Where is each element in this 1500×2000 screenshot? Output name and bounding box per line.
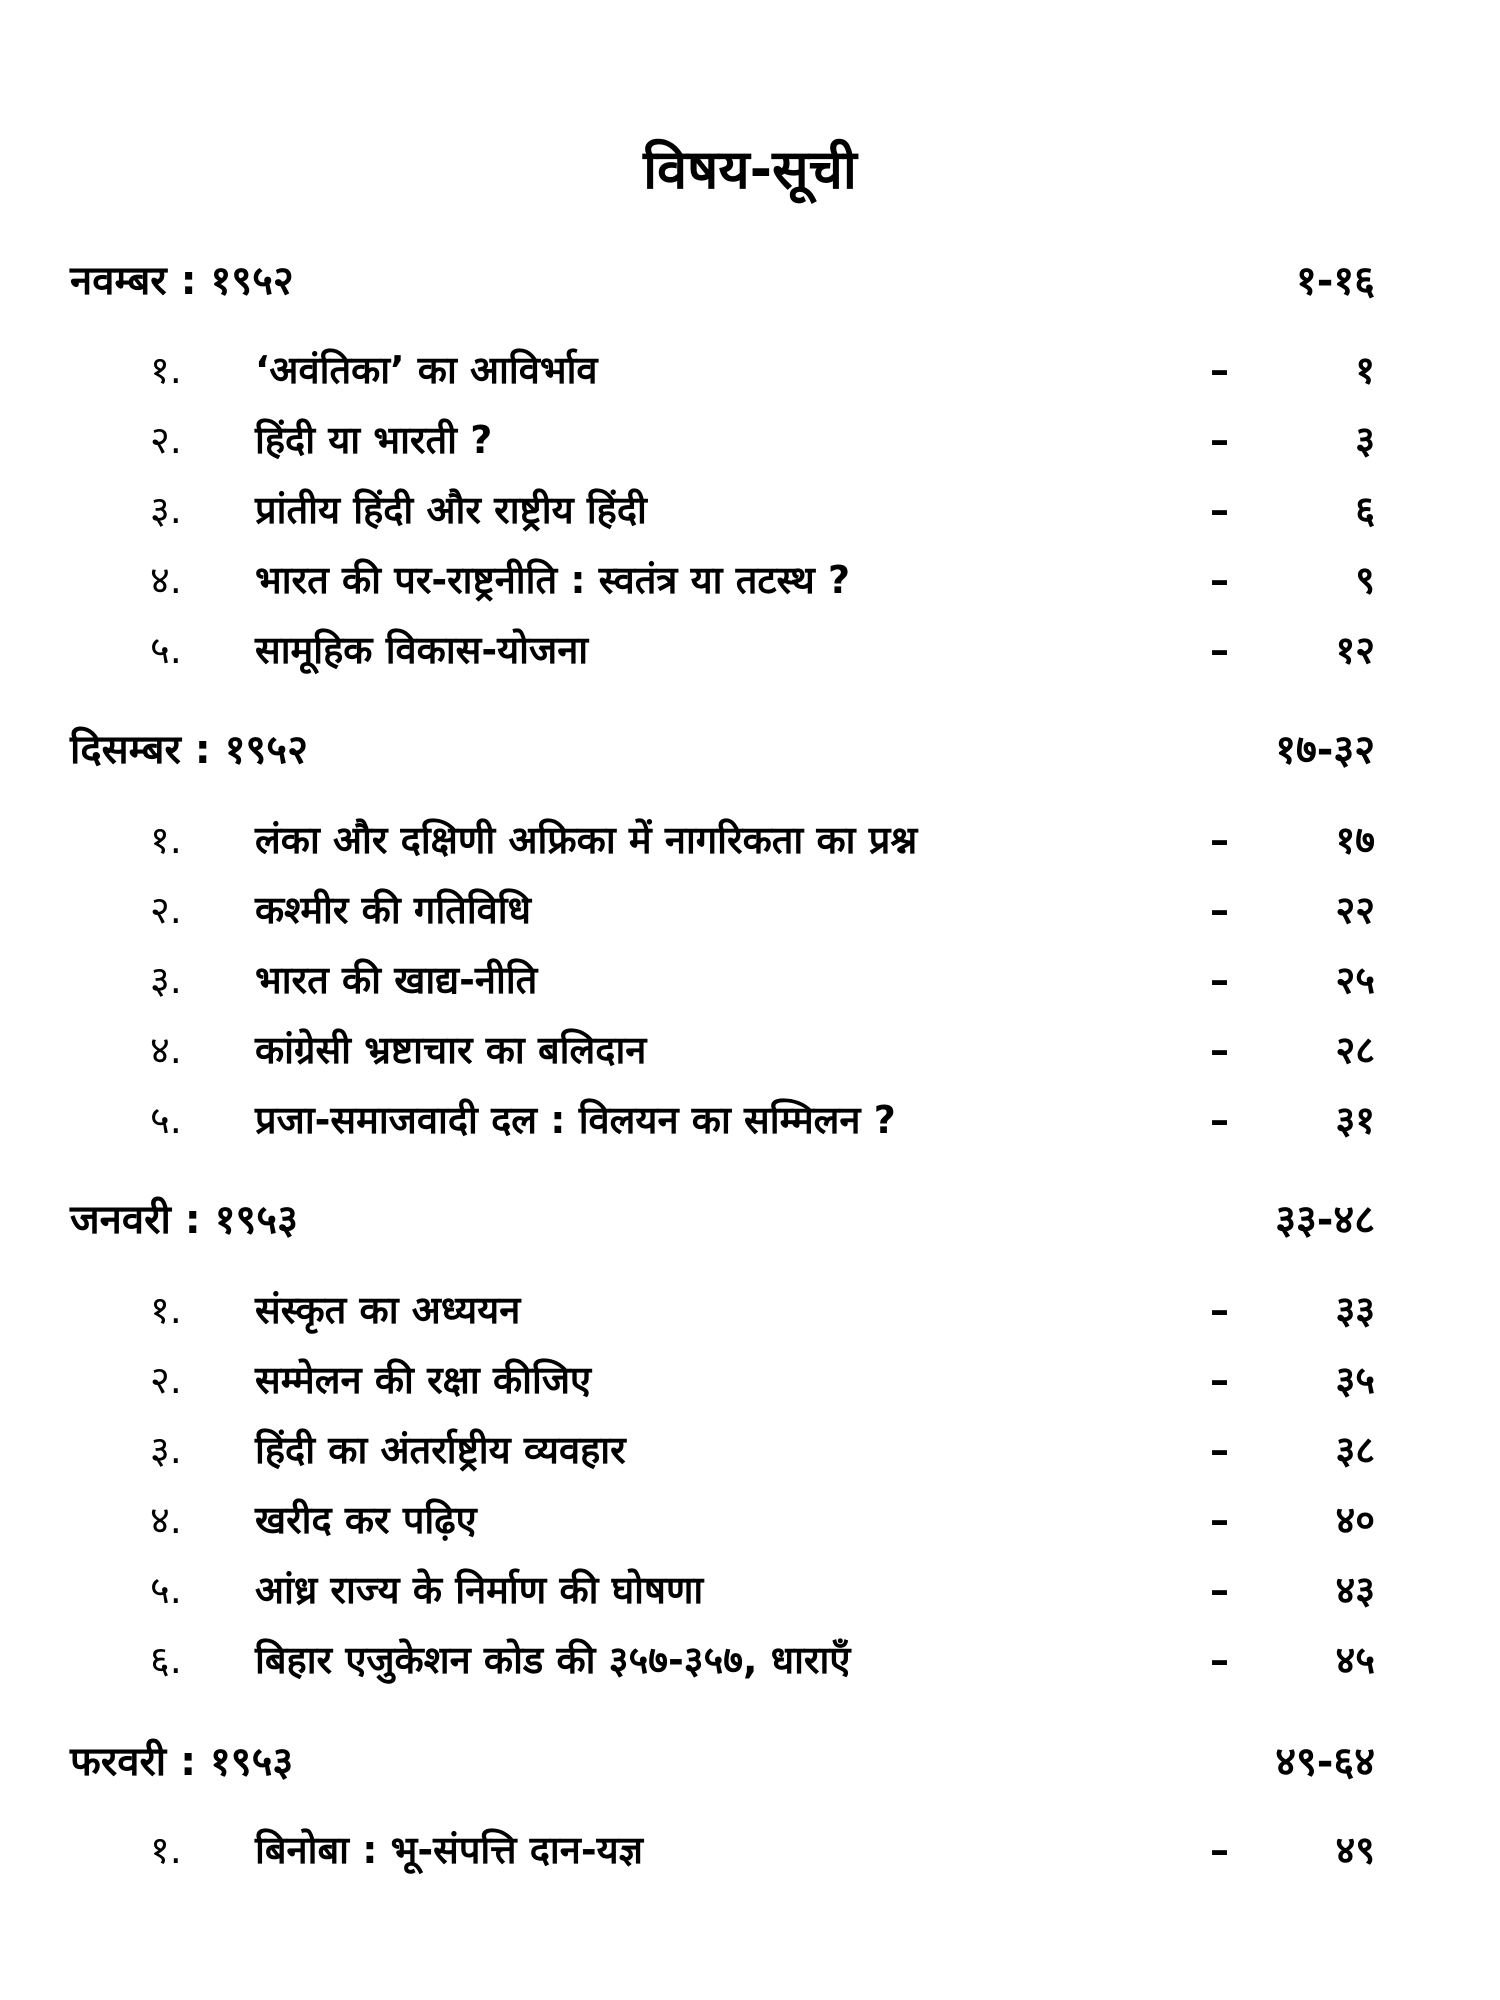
section-label: फरवरी : १९५३ [70,1739,294,1785]
toc-entry [0,1625,1500,1695]
entry-dash: – [1210,1028,1229,1072]
entry-dash: – [1210,558,1229,602]
section-page-range: ४९-६४ [1275,1739,1375,1785]
entry-page: २८ [1335,1028,1375,1072]
entry-title: कांग्रेसी भ्रष्टाचार का बलिदान [255,1028,647,1072]
toc-entry [0,1485,1500,1555]
entry-number: ५. [150,628,182,672]
toc-entry [0,1345,1500,1415]
section-page-range: ३३-४८ [1275,1197,1375,1243]
entry-dash: – [1210,1568,1229,1612]
entry-number: १. [150,1828,182,1872]
entry-page: ३ [1355,418,1375,462]
entry-title: प्रांतीय हिंदी और राष्ट्रीय हिंदी [255,488,647,532]
entry-title: खरीद कर पढ़िए [255,1498,477,1542]
section-header [0,1727,1500,1797]
entry-number: ३. [150,958,182,1002]
entry-number: ५. [150,1568,182,1612]
entry-dash: – [1210,818,1229,862]
toc-entry [0,405,1500,475]
entry-page: ४० [1335,1498,1375,1542]
entry-page: १२ [1335,628,1375,672]
section-header [0,1185,1500,1255]
entry-dash: – [1210,888,1229,932]
entry-title: बिनोबा : भू-संपत्ति दान-यज्ञ [255,1828,644,1872]
entry-title: लंका और दक्षिणी अफ्रिका में नागरिकता का प्रश्न [255,818,918,862]
entry-dash: – [1210,1828,1229,1872]
entry-number: १. [150,348,182,392]
entry-number: ४. [150,1498,182,1542]
entry-page: ३८ [1335,1428,1375,1472]
entry-dash: – [1210,348,1229,392]
entry-title: भारत की पर-राष्ट्रनीति : स्वतंत्र या तटस्थ ? [255,558,851,602]
section-label: दिसम्बर : १९५२ [70,727,308,773]
entry-dash: – [1210,418,1229,462]
entry-page: ३५ [1335,1358,1375,1402]
entry-page: ६ [1355,488,1375,532]
entry-number: २. [150,1358,182,1402]
entry-number: १. [150,818,182,862]
toc-entry [0,545,1500,615]
entry-dash: – [1210,1288,1229,1332]
toc-entry [0,1275,1500,1345]
toc-entry [0,1085,1500,1155]
entry-number: ३. [150,488,182,532]
toc-entry [0,1555,1500,1625]
entry-title: संस्कृत का अध्ययन [255,1288,521,1332]
entry-title: हिंदी या भारती ? [255,418,493,462]
entry-title: आंध्र राज्य के निर्माण की घोषणा [255,1568,704,1612]
section-header [0,246,1500,316]
section-page-range: १७-३२ [1275,727,1375,773]
entry-number: ४. [150,1028,182,1072]
page-title: विषय-सूची [643,138,857,201]
entry-number: २. [150,418,182,462]
entry-dash: – [1210,628,1229,672]
toc-entry [0,875,1500,945]
entry-dash: – [1210,1498,1229,1542]
entry-dash: – [1210,1358,1229,1402]
entry-page: ३३ [1335,1288,1375,1332]
entry-page: २२ [1335,888,1375,932]
entry-dash: – [1210,958,1229,1002]
section-label: जनवरी : १९५३ [70,1197,298,1243]
toc-entry [0,475,1500,545]
entry-title: ‘अवंतिका’ का आविर्भाव [255,348,598,392]
section-label: नवम्बर : १९५२ [70,258,294,304]
entry-page: ३१ [1335,1098,1375,1142]
entry-page: ४३ [1335,1568,1375,1612]
toc-entry [0,1815,1500,1885]
entry-number: ६. [150,1638,182,1682]
toc-entry [0,945,1500,1015]
entry-title: सामूहिक विकास-योजना [255,628,589,672]
entry-number: ५. [150,1098,182,1142]
entry-title: सम्मेलन की रक्षा कीजिए [255,1358,592,1402]
entry-number: ४. [150,558,182,602]
entry-title: कश्मीर की गतिविधि [255,888,532,932]
entry-number: ३. [150,1428,182,1472]
entry-title: प्रजा-समाजवादी दल : विलयन का सम्मिलन ? [255,1098,896,1142]
section-header [0,715,1500,785]
toc-entry [0,615,1500,685]
section-page-range: १-१६ [1295,258,1375,304]
entry-number: २. [150,888,182,932]
entry-page: ४९ [1335,1828,1375,1872]
entry-dash: – [1210,1638,1229,1682]
toc-entry [0,335,1500,405]
entry-title: भारत की खाद्य-नीति [255,958,538,1002]
entry-page: १ [1355,348,1375,392]
entry-page: २५ [1335,958,1375,1002]
entry-number: १. [150,1288,182,1332]
entry-page: ९ [1355,558,1375,602]
toc-entry [0,1415,1500,1485]
entry-dash: – [1210,1428,1229,1472]
entry-page: १७ [1335,818,1375,862]
toc-entry [0,805,1500,875]
toc-entry [0,1015,1500,1085]
entry-title: हिंदी का अंतर्राष्ट्रीय व्यवहार [255,1428,626,1472]
entry-dash: – [1210,1098,1229,1142]
entry-title: बिहार एजुकेशन कोड की ३५७-३५७, धाराएँ [255,1638,851,1682]
entry-page: ४५ [1335,1638,1375,1682]
entry-dash: – [1210,488,1229,532]
